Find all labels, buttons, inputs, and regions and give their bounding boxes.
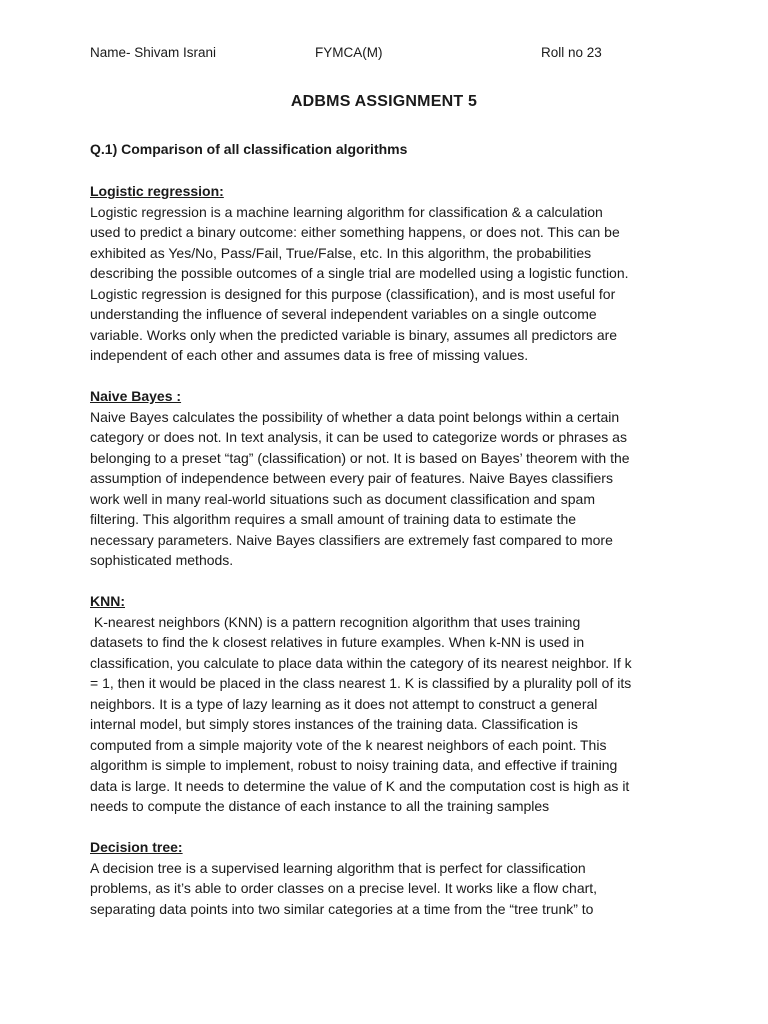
paragraph-line: category or does not. In text analysis, it can be used to categorize words or phrases as: [90, 429, 627, 445]
paragraph-line: assumption of independence between every pair of features. Naive Bayes classifiers: [90, 470, 613, 486]
paragraph-line: variable. Works only when the predicted variable is binary, assumes all predictors are: [90, 326, 618, 343]
paragraph-line: internal model, but simply stores instances of the training data. Classification is: [90, 716, 578, 732]
paragraph-line: neighbors. It is a type of lazy learning as it does not attempt to construct a general: [90, 695, 598, 712]
section-body: [90, 858, 690, 920]
document-header: [90, 45, 690, 65]
paragraph-line: needs to compute the distance of each instance to all the training samples: [90, 798, 550, 814]
paragraph-line: algorithm is simple to implement, robust to noisy training data, and effective if training: [90, 757, 618, 773]
paragraph-line: filtering. This algorithm requires a small amount of training data to estimate the: [90, 511, 577, 527]
section-body: [90, 202, 690, 366]
section-heading: Decision tree:: [90, 839, 183, 855]
paragraph-line: belonging to a preset “tag” (classification) or not. It is based on Bayes’ theorem with the: [90, 449, 630, 466]
paragraph-line: data is large. It needs to determine the value of K and the computation cost is high as it: [90, 777, 630, 794]
paragraph-line: Logistic regression is a machine learning algorithm for classification & a calculation: [90, 203, 603, 220]
section-heading: Logistic regression:: [90, 183, 224, 199]
course-code: FYMCA(M): [315, 45, 383, 60]
paragraph-line: A decision tree is a supervised learning algorithm that is perfect for classification: [90, 859, 586, 876]
paragraph-line: used to predict a binary outcome: either something happens, or does not. This can be: [90, 224, 620, 240]
section-logistic-regression: [90, 181, 690, 366]
section-heading: KNN:: [90, 593, 125, 609]
section-body: [90, 612, 690, 817]
section-decision-tree: [90, 837, 690, 919]
paragraph-line: independent of each other and assumes data is free of missing values.: [90, 347, 529, 363]
roll-number: Roll no 23: [541, 45, 602, 60]
assignment-title: ADBMS ASSIGNMENT 5: [290, 93, 478, 110]
section-body: [90, 407, 690, 571]
section-heading: Naive Bayes :: [90, 388, 182, 404]
paragraph-line: classification, you calculate to place data within the category of its nearest neighbor. If k: [90, 654, 632, 671]
paragraph-line: describing the possible outcomes of a single trial are modelled using a logistic function.: [90, 265, 629, 281]
paragraph-line: Logistic regression is designed for this purpose (classification), and is most useful for: [90, 285, 616, 302]
paragraph-line: exhibited as Yes/No, Pass/Fail, True/False, etc. In this algorithm, the probabilities: [90, 244, 592, 261]
paragraph-line: K-nearest neighbors (KNN) is a pattern recognition algorithm that uses training: [90, 613, 581, 630]
paragraph-line: understanding the influence of several independent variables on a single outcome: [90, 306, 597, 322]
paragraph-line: work well in many real-world situations such as document classification and spam: [90, 490, 595, 507]
section-knn: [90, 591, 690, 817]
paragraph-line: sophisticated methods.: [90, 552, 234, 568]
section-naive-bayes: [90, 386, 690, 571]
paragraph-line: problems, as it’s able to order classes on a precise level. It works like a flow chart,: [90, 880, 598, 896]
paragraph-line: separating data points into two similar categories at a time from the “tree trunk” to: [90, 900, 594, 917]
paragraph-line: necessary parameters. Naive Bayes classifiers are extremely fast compared to more: [90, 531, 613, 548]
paragraph-line: datasets to find the k closest relatives in future examples. When k-NN is used in: [90, 634, 585, 650]
student-name: Name- Shivam Israni: [90, 45, 217, 60]
paragraph-line: Naive Bayes calculates the possibility of whether a data point belongs within a certain: [90, 408, 620, 425]
paragraph-line: = 1, then it would be placed in the class nearest 1. K is classified by a plurality poll of its: [90, 675, 632, 691]
question-heading: Q.1) Comparison of all classification algorithms: [90, 141, 408, 157]
paragraph-line: computed from a simple majority vote of the k nearest neighbors of each point. This: [90, 736, 607, 753]
